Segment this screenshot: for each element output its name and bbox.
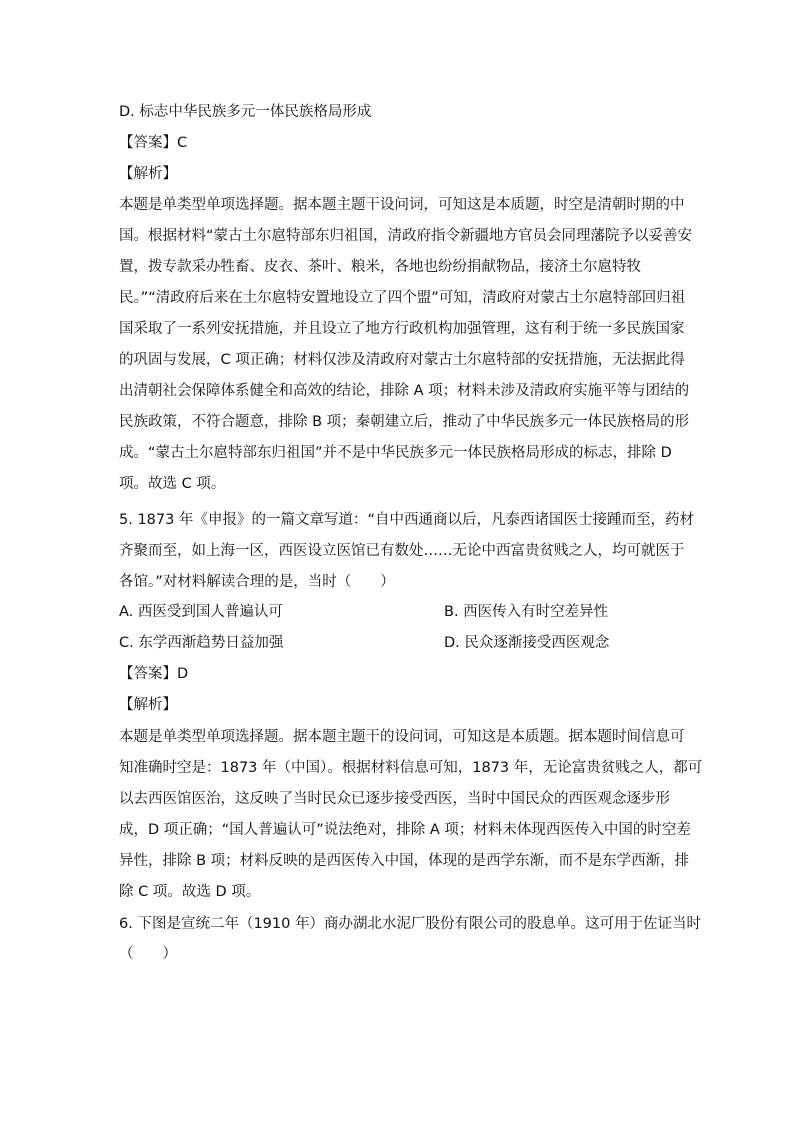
q5-analysis-line: 本题是单类型单项选择题。据本题主题干的设问词，可知这是本质题。据本题时间信息可 [119,729,685,745]
q5-answer: 【答案】D [119,666,189,682]
q4-analysis-line: 国。根据材料“蒙古土尔扈特部东归祖国，清政府指令新疆地方官员会同理藩院予以妥善安 [119,228,693,244]
q5-analysis-line: 异性，排除 B 项；材料反映的是西医传入中国，体现的是西学东渐，而不是东学西渐，排 [119,853,690,869]
q4-answer: 【答案】C [119,135,188,151]
q5-analysis-label: 【解析】 [119,697,177,713]
q4-analysis-line: 的巩固与发展，C 项正确；材料仅涉及清政府对蒙古土尔扈特部的安抚措施，无法据此得 [119,352,685,368]
q4-analysis-line: 置，拨专款采办牲畜、皮衣、茶叶、粮米，各地也纷纷捐献物品，接济土尔扈特牧 [119,259,641,275]
q5-option-c: C. 东学西渐趋势日益加强 [119,635,284,651]
q4-analysis-line: 成。“蒙古土尔扈特部东归祖国”并不是中华民族多元一体民族格局形成的标志，排除 D [119,445,672,461]
q5-stem-line: 5. 1873 年《申报》的一篇文章写道：“自中西通商以后，凡泰西诸国医士接踵而至，药材 [119,512,694,528]
q4-analysis-line: 民。”“清政府后来在土尔扈特安置地设立了四个盟”可知，清政府对蒙古土尔扈特部回归祖 [119,290,686,306]
q4-analysis-label: 【解析】 [119,166,177,182]
q5-stem-line: 齐聚而至，如上海一区，西医设立医馆已有数处……无论中西富贵贫贱之人，均可就医于 [119,543,685,559]
q5-analysis-line: 除 C 项。故选 D 项。 [119,884,261,900]
q5-stem-line: 各馆。”对材料解读合理的是，当时（ ） [119,574,395,590]
q4-analysis-line: 本题是单类型单项选择题。据本题主题干设问词，可知这是本质题，时空是清朝时期的中 [119,197,685,213]
q4-analysis-line: 出清朝社会保障体系健全和高效的结论，排除 A 项；材料未涉及清政府实施平等与团结的 [119,383,690,399]
q4-option-d: D. 标志中华民族多元一体民族格局形成 [119,104,372,120]
q5-analysis-line: 以去西医馆医治，这反映了当时民众已逐步接受西医，当时中国民众的西医观念逐步形 [119,791,670,807]
q5-option-b: B. 西医传入有时空差异性 [444,604,609,620]
q4-analysis-line: 项。故选 C 项。 [119,476,226,492]
q4-analysis-line: 国采取了一系列安抚措施，并且设立了地方行政机构加强管理，这有利于统一多民族国家 [119,321,685,337]
q5-analysis-line: 知准确时空是：1873 年（中国）。根据材料信息可知，1873 年，无论富贵贫贱之人，都可 [119,760,703,776]
q5-analysis-line: 成，D 项正确；“国人普遍认可”说法绝对，排除 A 项；材料未体现西医传入中国的时空差 [119,822,691,838]
q6-stem-line: 6. 下图是宣统二年（1910 年）商办湖北水泥厂股份有限公司的股息单。这可用于佐证当时 [119,916,701,932]
q5-option-d: D. 民众逐渐接受西医观念 [444,635,610,651]
q6-stem-line: （ ） [119,946,177,962]
q4-analysis-line: 民族政策，不符合题意，排除 B 项；秦朝建立后，推动了中华民族多元一体民族格局的形 [119,414,690,430]
q5-option-a: A. 西医受到国人普遍认可 [119,604,283,620]
